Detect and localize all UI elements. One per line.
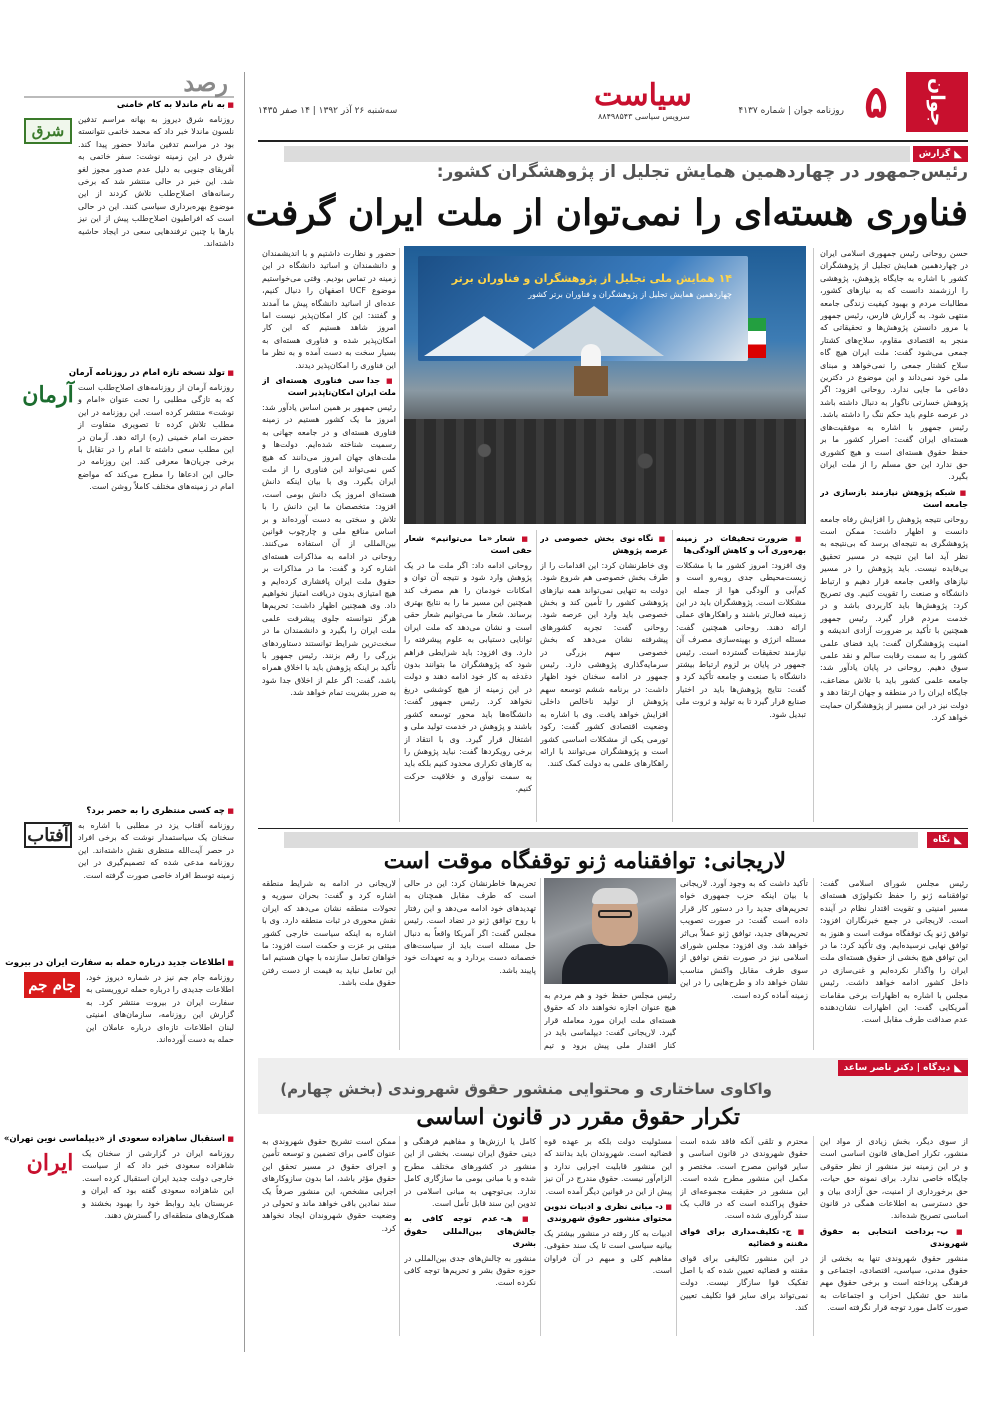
aftab-logo: آفتاب [24,822,72,848]
citizen-col1-text: از سوی دیگر، بخش زیادی از مواد این منشور، تکرار اصل‌های قانون اساسی است و در این زمینه نیز منشور از نظر حقوقی جایگاه خاصی ندارد. برای نمونه حق حیات، حق برخورداری از امنیت، حق آزادی بیان و حق دسترسی به اطلاعات همگی در قانون اساسی تصریح شده‌اند. [820,1137,968,1221]
column-rule [540,878,541,1050]
rail-item-3-text-wrap [24,820,234,950]
main-column-1 [820,248,968,822]
tag-arrow-icon: ◣ [954,1062,962,1074]
column-rule [813,1136,814,1336]
column-rule [813,248,814,822]
citizen-col2-subhead: ■ ج- تکلیف‌مداری برای قوای مقننه و قضائیه [680,1226,808,1251]
rail-item-4-text: روزنامه جام جم نیز در شماره دیروز خود، اطلاعات جدیدی را درباره حمله تروریستی به سفارت ایران در بیروت منتشر کرد. به گزارش این روزنامه، سازمان‌های امنیتی لبنان اطلاعات تازه‌ای درباره عاملان این حمله به دست آورده‌اند. [86,973,234,1045]
main-photo [404,246,806,524]
citizen-column-4 [404,1136,536,1336]
main-col5-subhead: ■ ضرورت تحقیقات در زمینه بهره‌وری آب و کاهش آلودگی‌ها [676,533,806,558]
rail-item-5-text: روزنامه ایران در گزارشی از سخنان یک شاهزاده سعودی خبر داد که از سیاست خارجی دولت جدید ایران استقبال کرده است. این شاهزاده سعودی گفته بود که ایران و عربستان باید روابط خود را بهبود بخشند و همکاری‌های منطقه‌ای را گسترش دهند. [82,1149,234,1221]
column-rule [813,878,814,1050]
citizen-column-1 [820,1136,968,1336]
masthead [258,72,968,142]
main-col1-subhead: ■ شبکه پژوهش نیازمند بازسازی در جامعه است [820,487,968,512]
citizen-col4-text: کامل یا ارزش‌ها و مفاهیم فرهنگی و دینی حقوق ایران نیست. بخشی از این منشور در کشورهای مختلف مطرح شده و با مبانی بومی ما سازگاری کامل ندارد. بی‌توجهی به مبانی اسلامی در تدوین این سند قابل تأمل است. [404,1137,536,1209]
larijani-column-5 [262,878,396,1050]
brand-logo: جوان [906,72,968,132]
larijani-photo [544,878,676,984]
iran-logo: ایران [26,1150,74,1176]
photo-screen-text: ۱۴ همایش ملی تجلیل از پژوهشگران و فناوران برتر [451,272,732,285]
left-rail-title: رصد [183,68,228,97]
citizen-col3-subhead: ■ د- مبانی نظری و ادبیات ندوین محتوای منشور حقوق شهروندی [544,1201,672,1226]
larijani-column-4 [404,878,536,1050]
rail-item-2-text: روزنامه آرمان از روزنامه‌های اصلاح‌طلب است که به تازگی مطلبی را تحت عنوان «امام و نوشت» منتشر کرده است. این روزنامه در این مطلب تلاش کرده تا تصویری متفاوت از حضرت امام خمینی (ره) ارائه دهد. آرمان در این مطلب سعی داشته تا امام را در تقابل با برخی جریان‌ها معرفی کند. این روزنامه در حالی این ادعاها را مطرح می‌کند که مواضع امام در زمینه‌های مختلف کاملاً روشن است. [78,383,234,492]
main-column-3 [404,530,532,822]
main-column-5 [676,530,806,822]
column-rule [540,1136,541,1336]
photo-suit [562,944,668,984]
date-line: سه‌شنبه ۲۶ آذر ۱۳۹۲ | ۱۴ صفر ۱۴۳۵ [258,106,398,116]
main-col2-subhead: ■ جدا سی فناوری هسته‌ای از ملت ایران امکان‌ناپذیر است [262,375,396,400]
tag-arrow-icon: ◣ [954,148,962,160]
citizen-column-3 [544,1136,672,1336]
citizen-kicker: واکاوی ساختاری و محتوایی منشور حقوق شهروندی (بخش چهارم) [280,1080,772,1098]
photo-podium [574,366,608,396]
citizen-col4b-text: منشور به چالش‌های جدی بین‌المللی در حوزه حقوق بشر و تحریم‌ها توجه کافی نکرده است. [404,1253,536,1288]
column-rule [399,878,400,1050]
rail-item-2-title: ■ تولد نسخه تازه امام در روزنامه آرمان [69,368,234,378]
column-rule [536,530,537,822]
issue-line: روزنامه جوان | شماره ۴۱۳۷ [738,106,844,116]
arman-logo: آرمان [22,382,74,408]
photo-hair [592,888,638,904]
main-col2-text: حضور و نظارت داشتیم و با اندیشمندان و دانشمندان و اساتید دانشگاه در این زمینه در تماس بودیم. وقتی می‌خواستیم موضوع UCF اصفهان را دنبال کنیم، عده‌ای از اساتید دانشگاه پیش ما آمدند و گفتند: این کار امکان‌پذیر نیست اما امروز شاهد هستیم که این کار امکان‌پذیر شده و فناوری هسته‌ای به بسیار سخت به دست آمده و به نظر ما این فناوری را امکان‌پذیر دیدند. [262,249,396,370]
citizen-column-2 [680,1136,808,1336]
citizen-col3-text: مسئولیت دولت بلکه بر عهده قوه قضائیه است. شهروندان باید بدانند که این منشور قابلیت اجرایی ندارد و الزام‌آور نیست. حقوق مندرج در آن نیز پیش از این در قوانین دیگر آمده است. [544,1137,672,1196]
report-tag-label: گزارش [918,149,951,159]
rail-item-3-title: ■ چه کسی منتظری را به حصر برد؟ [86,806,234,816]
citizen-col2b-text: در این منشور تکالیفی برای قوای مقننه و قضائیه تعیین شده که با اصل تفکیک قوا سازگار نیست. دولت نمی‌تواند برای سایر قوا تکلیف تعیین کند. [680,1253,808,1313]
tag-arrow-icon: ◣ [954,834,962,846]
view-tag-bar [284,832,918,848]
larijani-headline: لاریجانی: توافقنامه ژنو توقفگاه موقت است [383,848,786,874]
photo-flag [748,318,766,358]
rail-item-1-text: روزنامه شرق دیروز به بهانه مراسم تدفین نلسون ماندلا خبر داد که محمد خاتمی نتوانسته بود در مراسم تدفین ماندلا حضور پیدا کند. شرق در این زمینه نوشت: سفر خاتمی به آفریقای جنوبی به دلیل عدم صدور مجوز لغو شد. این خبر در حالی منتشر شد که برخی رسانه‌های اصلاح‌طلب تلاش کردند از این موضوع بهره‌برداری سیاسی کنند. این در حالی است که افراطیون اصلاح‌طلب پیش از این نیز بارها با چنین ترفندهایی سعی در ایجاد حاشیه داشته‌اند. [78,115,234,249]
main-col3-text: روحانی ادامه داد: اگر ملت ما در یک پژوهش وارد شود و نتیجه آن توان و امکانات خودمان را هم مصرف کند همچنین این مسیر ما را به نتایج بهتری برساند. شعار ما می‌توانیم شعار حقی است و نشان می‌دهد که ملت ایران توانایی دستیابی به علوم پیشرفته را دارد. وی افزود: باید شرایطی فراهم شود که پژوهشگران ما بتوانند بدون دغدغه به کار خود ادامه دهند و دولت در این زمینه از هیچ کوششی دریغ نخواهد کرد. رئیس جمهور گفت: دانشگاه‌ها باید محور توسعه کشور باشند و پژوهش در خدمت تولید ملی و اشتغال قرار گیرد. وی با انتقاد از برخی رویکردها گفت: نباید پژوهش را به کارهای تکراری محدود کنیم بلکه باید به سمت نوآوری و خلاقیت حرکت کنیم. [404,560,532,794]
rail-item-2-text-wrap [24,382,234,800]
main-col1-text: حسن روحانی رئیس جمهوری اسلامی ایران در چهاردهمین همایش تجلیل از پژوهشگران کشور با اشاره به جایگاه پژوهش، پژوهشی را ارزشمند دانست که به نیازهای کشور، مطالبات مردم و بهبود کیفیت زندگی جامعه منتهی شود. به گزارش فارس، رئیس جمهور با مرور دانستن پژوهش‌ها و تحقیقاتی که منجر به اقتصادی مقاوم، سلاح‌های کشتار جمعی می‌شود گفت: ملت ایران هیچ گاه سلاح کشتار جمعی را نمی‌خواهد و مبنای ملی خود نمی‌داند و این موضوع در دکترین دفاعی ما جایی ندارد. روحانی افزود: اگر پژوهش خسارتی ناگوار به دنبال داشته باشد در عرصه علوم باید حکم ننگ را داشته باشد. رئیس جمهور با اشاره به موفقیت‌های هسته‌ای ایران گفت: اصرار کشور ما بر حفظ حقوق هسته‌ای است و هیچ کشوری حق ندارد این حق مسلم را از ملت ایران بگیرد. [820,249,968,482]
section-subtitle: سرویس سیاسی ۸۸۴۹۸۵۴۳ [598,112,690,121]
left-rail-header [24,68,234,98]
main-col1b-text: روحانی نتیجه پژوهش را افزایش رفاه جامعه دانست و اظهار داشت: ممکن است پژوهشگری به نتیجه‌ای برسد که بی‌نتیجه به نظر آید اما این نتیجه در مسیر تحقیق بی‌فایده نیست. باید پژوهش را در مسیر نیازهای واقعی جامعه قرار دهیم و ارتباط دانشگاه و صنعت را تقویت کنیم. وی تصریح کرد: پژوهش‌ها باید کاربردی باشد و در خدمت مردم قرار گیرد. رئیس جمهور همچنین با تأکید بر ضرورت آزادی اندیشه و امنیت پژوهشگران گفت: باید فضای علمی کشور را به سمت رقابت سالم و نقد علمی سوق دهیم. روحانی در پایان یادآور شد: جامعه علمی کشور باید با تلاش مضاعف، جایگاه ایران را در منطقه و جهان ارتقا دهد و دولت نیز در این مسیر از پژوهشگران حمایت خواهد کرد. [820,514,968,723]
main-column-2 [262,248,396,822]
citizen-col1b-text: منشور حقوق شهروندی تنها به بخشی از حقوق مدنی، سیاسی، اقتصادی، اجتماعی و فرهنگی پرداخته است و برخی حقوق مهم مانند حق تشکیل احزاب و اجتماعات به صورت کامل مورد توجه قرار نگرفته است. [820,1253,968,1313]
jamejam-logo: جام جم [24,972,80,998]
rail-item-1-title: ■ به نام ماندلا به کام خامنی [117,100,234,110]
page-number: ۵ [864,76,888,128]
rail-item-3-text: روزنامه آفتاب یزد در مطلبی با اشاره به سخنان یک سیاستمدار نوشت که برخی افراد در حصر آیت‌الله منتظری نقش داشته‌اند. این روزنامه مدعی شده که تصمیم‌گیری در این زمینه توسط افراد خاصی صورت گرفته است. [78,821,234,880]
rail-item-5-title: ■ استقبال ساهزاده سعودی از «دیپلماسی نوین تهران» [4,1134,234,1144]
main-col3-subhead: ■ شعار «ما می‌توانیم» شعار حقی است [404,533,532,558]
view-tag [927,832,968,848]
citizen-col4-subhead: ■ هـ- عدم توجه کافی به جالش‌های بین‌المللی حقوق بشری [404,1213,536,1250]
citizen-col5-text: ممکن است تشریح حقوق شهروندی به عنوان گامی برای تضمین و توسعه تأمین و اجرای حقوق در مسیر تحقق این حقوق مؤثر باشد، اما بدون سازوکارهای اجرایی مشخص، این منشور صرفاً یک سند نمادین باقی خواهد ماند و تحولی در وضعیت حقوق شهروندان ایجاد نخواهد کرد. [262,1137,396,1233]
rail-item-5-text-wrap [24,1148,234,1338]
larijani-col2-text: تأکید داشت که به وجود آورد. لاریجانی با بیان اینکه حزب جمهوری خواه تحریم‌های جدید را در دستور کار قرار داده است گفت: در صورت تصویب تحریم‌های جدید، توافق ژنو عملاً بی‌اثر خواهد شد. وی افزود: مجلس شورای اسلامی نیز در صورت نقض توافق از سوی طرف مقابل واکنش مناسب نشان خواهد داد و طرح‌هایی را در این زمینه آماده کرده است. [680,879,808,1000]
citizen-headline: تکرار حقوق مقرر در قانون اساسی [416,1104,740,1130]
rail-divider [244,72,245,1352]
shargh-logo: شرق [24,118,72,144]
opinion-tag-label: دیدگاه | دکتر ناصر ساعد [843,1063,951,1073]
larijani-column-1 [820,878,968,1050]
citizen-col1-subhead: ■ ب- برداخت انتخابی به حقوق شهروندی [820,1226,968,1251]
photo-audience [404,419,806,524]
main-col4-subhead: ■ نگاه‌ نوی بخش خصوصی در عرصه پژوهش [540,533,668,558]
column-rule [399,1136,400,1336]
citizen-col2-text: محترم و تلقی آنکه فاقد شده است حقوق شهروندی در قانون اساسی و سایر قوانین مصرح است. مختصر و مکمل این منشور مطرح شده است. این منشور در حقیقت مجموعه‌ای از حقوق پراکنده است که در قالب یک سند گردآوری شده است. [680,1137,808,1221]
main-col2b-text: رئیس جمهور بر همین اساس یادآور شد: امروز ما یک کشور هستیم در زمینه فناوری هسته‌ای و در جامعه جهانی به رسمیت شناخته شده‌ایم. دولت‌ها و ملت‌های جهان امروز می‌دانند که هیچ کس نمی‌تواند این فناوری را از ملت ایران بگیرد. وی با بیان اینکه دانش هسته‌ای امروز یک دانش بومی است، افزود: متخصصان ما این دانش را با تلاش و سختی به دست آورده‌اند و بر اساس منافع ملی و چارچوب قوانین بین‌المللی از آن استفاده می‌کنند. روحانی در ادامه به مذاکرات هسته‌ای اشاره کرد و گفت: ما در مذاکرات بر حقوق ملت ایران پافشاری کرده‌ایم و هیچ امتیازی بدون دریافت امتیاز نخواهیم داد. وی همچنین اظهار داشت: تحریم‌ها هرگز نتوانسته جلوی پیشرفت علمی ملت ایران را بگیرد و دانشمندان ما در سخت‌ترین شرایط توانستند دستاوردهای بزرگی را رقم بزنند. رئیس جمهور با تأکید بر اینکه پژوهش باید با اخلاق همراه باشد، گفت: اگر علم از اخلاق جدا شود به ضرر بشریت تمام خواهد شد. [262,402,396,698]
section-logo: سیاست [594,78,692,113]
larijani-column-3 [544,990,676,1050]
rail-item-4-text-wrap [24,972,234,1126]
citizen-col3b-text: ادبیات به کار رفته در منشور بیشتر یک بیانیه سیاسی است تا یک سند حقوقی. مفاهیم کلی و مبهم در آن فراوان است. [544,1228,672,1276]
main-kicker: رئیس‌جمهور در چهاردهمین همایش تجلیل از پژوهشگران کشور: [436,162,968,182]
photo-glasses [598,910,632,918]
view-tag-label: نگاه [932,835,951,845]
citizen-column-5 [262,1136,396,1336]
section-divider [258,828,968,829]
rail-item-4-title: ■ اطلاعات جدید درباره حمله به سفارت ایران در بیروت [5,958,234,968]
larijani-col1-text: رئیس مجلس شورای اسلامی گفت: توافقنامه ژنو را حفظ تکنولوژی هسته‌ای مسیر امنیتی و تقویت اقتدار نظام در آینده است. لاریجانی در جمع خبرنگاران افزود: توافق ژنو یک توقفگاه موقت است و هنوز به توافق نهایی نرسیده‌ایم. وی تأکید کرد: ما در این توافق هیچ بخشی از حقوق هسته‌ای ملت ایران را واگذار نکرده‌ایم و غنی‌سازی در داخل کشور ادامه خواهد داشت. رئیس مجلس با اشاره به اظهارات برخی مقامات آمریکایی گفت: این اظهارات نشان‌دهنده عدم صداقت طرف مقابل است. [820,879,968,1025]
larijani-col3-text: رئیس مجلس حفظ خود و هم مردم به هیچ عنوان اجازه نخواهند داد که حقوق هسته‌ای ملت ایران مورد معامله قرار گیرد. لاریجانی گفت: دیپلماسی باید در کنار اقتدار ملی پیش برود و تیم [544,991,676,1050]
main-col5-text: وی افزود: امروز کشور ما با مشکلات زیست‌محیطی جدی روبه‌رو است و کم‌آبی و آلودگی هوا از جمله این مشکلات است. پژوهشگران باید در این زمینه فعال‌تر باشند و راهکارهای عملی ارائه دهند. روحانی همچنین گفت: مسئله انرژی و بهینه‌سازی مصرف آن نیازمند تحقیقات گسترده است. رئیس جمهور در پایان بر لزوم ارتباط بیشتر دانشگاه با صنعت و جامعه تأکید کرد و گفت: نتایج پژوهش‌ها باید در اختیار صنایع قرار گیرد تا به تولید و ثروت ملی تبدیل شود. [676,560,806,719]
main-column-4 [540,530,668,822]
column-rule [672,530,673,822]
column-rule [399,248,400,822]
larijani-column-2 [680,878,808,1050]
larijani-col5-text: لاریجانی در ادامه به شرایط منطقه اشاره کرد و گفت: بحران سوریه و تحولات منطقه نشان می‌دهد که ایران نقش محوری در ثبات منطقه دارد. وی با اشاره به اینکه سیاست خارجی کشور مبتنی بر عزت و حکمت است افزود: ما خواهان تعامل سازنده با جهان هستیم اما این تعامل نباید به قیمت از دست رفتن حقوق ملت باشد. [262,879,396,988]
opinion-tag [838,1060,968,1076]
photo-screen-subtext: چهاردهمین همایش تجلیل از پژوهشگران و فناوران برتر کشور [528,290,732,299]
report-tag-bar [284,146,910,162]
main-headline: فناوری هسته‌ای را نمی‌توان از ملت ایران گرفت [245,192,968,234]
larijani-col4-text: تحریم‌ها خاطرنشان کرد: این در حالی است که طرف مقابل همچنان به تهدیدهای خود ادامه می‌دهد و این رفتار با روح توافق ژنو در تضاد است. رئیس مجلس گفت: اگر آمریکا واقعاً به دنبال حل مسئله است باید از سیاست‌های خصمانه دست بردارد و به تعهدات خود پایبند باشد. [404,879,536,975]
column-rule [676,1136,677,1336]
report-tag [913,146,968,162]
rail-item-1-text-wrap [24,114,234,344]
main-col4-text: وی خاطرنشان کرد: این اقدامات را از طرف بخش خصوصی هم شروع شود. دولت به تنهایی نمی‌تواند همه نیازهای پژوهشی کشور را تأمین کند و بخش خصوصی باید وارد این عرصه شود. روحانی گفت: تجربه کشورهای پیشرفته نشان می‌دهد که بخش خصوصی سهم بزرگی در سرمایه‌گذاری پژوهشی دارد. رئیس جمهور در ادامه سخنان خود اظهار داشت: در برنامه ششم توسعه سهم پژوهش از تولید ناخالص داخلی افزایش خواهد یافت. وی با اشاره به وضعیت اقتصادی کشور گفت: رکود تورمی یکی از مشکلات اساسی کشور است و پژوهشگران می‌توانند با ارائه راهکارهای علمی به دولت کمک کنند. [540,560,668,769]
